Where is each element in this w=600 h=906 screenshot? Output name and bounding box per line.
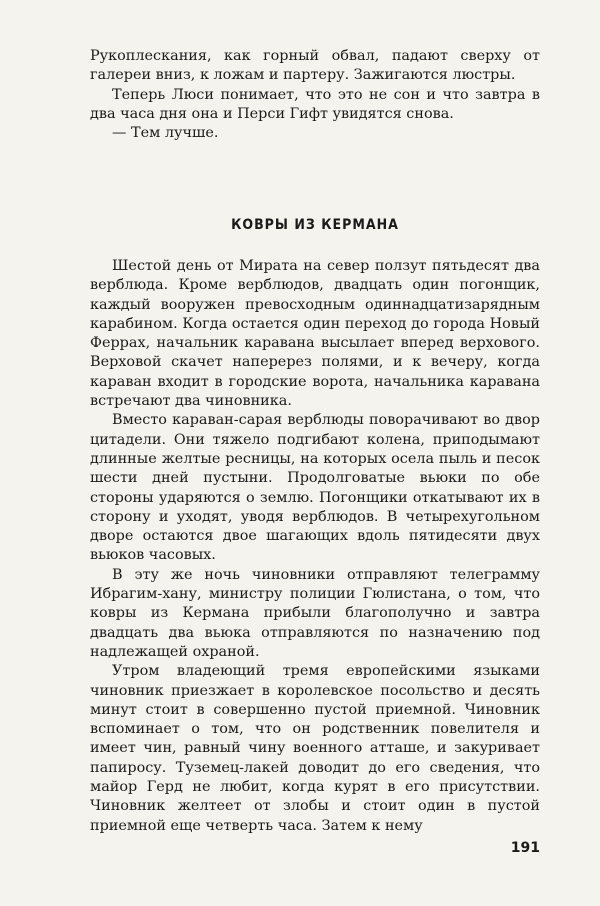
paragraph: Шестой день от Мирата на север ползут пятьдесят два верблюда. Кроме верблюдов, двадцать один погонщик, каждый вооружен превосходным одиннадцатизарядным карабином. Когда остается один переход до города Новый Феррах, начальник каравана высылает вперед верхового. Верховой скачет наперерез полями, и к вечеру, когда караван входит в городские ворота, начальника каравана встречают два чиновника. bbox=[90, 258, 540, 410]
page-number: 191 bbox=[510, 840, 540, 856]
top-text-block bbox=[90, 47, 540, 143]
paragraph: — Тем лучше. bbox=[112, 125, 219, 142]
paragraph: Вместо караван-сарая верблюды поворачивают во двор цитадели. Они тяжело подгибают колена, приподымают длинные желтые ресницы, на которых осела пыль и песок шести дней пустыни. Продолговатые вьюки по обе стороны ударяются о землю. Погонщики откатывают их в сторону и уходят, уводя верблюдов. В четырехугольном дворе остаются двое шагающих вдоль пятидесяти двух вьюков часовых. bbox=[90, 412, 540, 564]
chapter-heading: КОВРЫ ИЗ КЕРМАНА bbox=[231, 217, 399, 233]
paragraph: В эту же ночь чиновники отправляют телеграмму Ибрагим-хану, министру полиции Гюлистана, о том, что ковры из Кермана прибыли благополучно и завтра двадцать два вьюка отправляются по назначению под надлежащей охраной. bbox=[90, 566, 540, 660]
chapter-body bbox=[90, 257, 540, 836]
paragraph: Утром владеющий тремя европейскими языками чиновник приезжает в королевское посольство и десять минут стоит в совершенно пустой приемной. Чиновник вспоминает о том, что он родственник повелителя и имеет чин, равный чину военного атташе, и закуривает папиросу. Туземец-лакей доводит до его сведения, что майор Герд не любит, когда курят в его присутствии. Чиновник желтеет от злобы и стоит один в пустой приемной еще четверть часа. Затем к нему bbox=[90, 663, 540, 834]
paragraph: Теперь Люси понимает, что это не сон и что завтра в два часа дня она и Перси Гифт увидятся снова. bbox=[90, 86, 540, 122]
paragraph: Рукоплескания, как горный обвал, падают сверху от галереи вниз, к ложам и партеру. Зажигаются люстры. bbox=[90, 48, 540, 84]
